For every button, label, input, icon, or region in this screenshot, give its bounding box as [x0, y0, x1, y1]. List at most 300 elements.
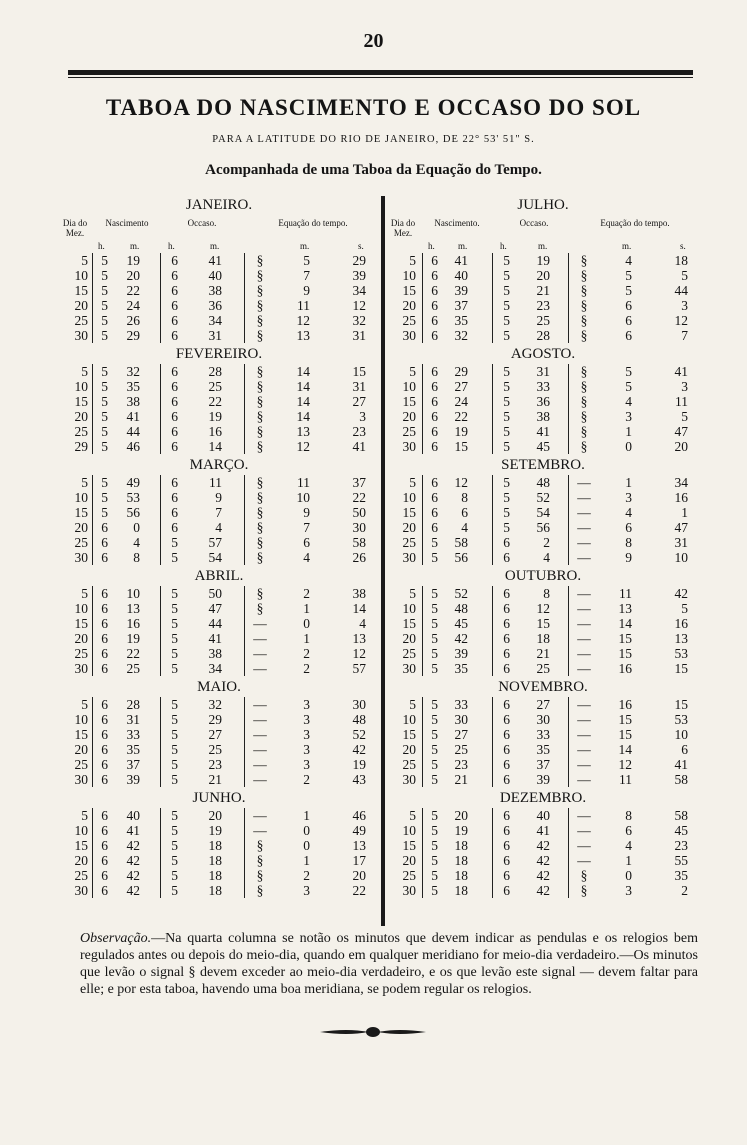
- rise-minute-cell: 46: [126, 439, 140, 454]
- equation-minutes-cell: 1: [625, 475, 632, 490]
- table-row: [388, 439, 698, 454]
- equation-minutes-cell: 1: [625, 424, 632, 439]
- equation-seconds-cell: 45: [674, 823, 688, 838]
- rise-minute-cell: 19: [126, 631, 140, 646]
- set-minute-cell: 27: [536, 697, 550, 712]
- right-table-column: [388, 196, 698, 926]
- equation-seconds-cell: 34: [352, 283, 366, 298]
- subheader-m: m.: [300, 241, 310, 251]
- table-row: [60, 712, 378, 727]
- equation-minutes-cell: 2: [303, 772, 310, 787]
- table-row: [60, 757, 378, 772]
- column-rule: [568, 586, 569, 676]
- rise-hour-cell: 6: [101, 661, 108, 676]
- equation-minutes-cell: 5: [625, 379, 632, 394]
- column-rule: [160, 475, 161, 565]
- rise-minute-cell: 56: [126, 505, 140, 520]
- equation-seconds-cell: 49: [352, 823, 366, 838]
- table-row: [388, 283, 698, 298]
- set-hour-cell: 6: [171, 490, 178, 505]
- set-minute-cell: 20: [536, 268, 550, 283]
- rise-hour-cell: 5: [101, 409, 108, 424]
- column-rule: [492, 808, 493, 898]
- table-row: [60, 631, 378, 646]
- equation-sign-cell: —: [253, 823, 267, 838]
- rise-hour-cell: 5: [101, 328, 108, 343]
- equation-seconds-cell: 19: [352, 757, 366, 772]
- observation-note: [80, 930, 698, 998]
- equation-minutes-cell: 4: [303, 550, 310, 565]
- equation-seconds-cell: 31: [352, 379, 366, 394]
- set-minute-cell: 41: [208, 253, 222, 268]
- table-row: [60, 475, 378, 490]
- rise-minute-cell: 28: [126, 697, 140, 712]
- day-cell: 15: [402, 505, 416, 520]
- equation-seconds-cell: 30: [352, 520, 366, 535]
- set-hour-cell: 6: [503, 838, 510, 853]
- rise-hour-cell: 6: [431, 409, 438, 424]
- day-cell: 30: [402, 439, 416, 454]
- equation-seconds-cell: 13: [674, 631, 688, 646]
- rise-minute-cell: 32: [126, 364, 140, 379]
- equation-seconds-cell: 52: [352, 727, 366, 742]
- rise-minute-cell: 21: [454, 772, 468, 787]
- column-rule: [244, 364, 245, 454]
- rise-hour-cell: 6: [101, 808, 108, 823]
- table-row: [388, 409, 698, 424]
- rise-hour-cell: 5: [101, 253, 108, 268]
- equation-minutes-cell: 14: [296, 379, 310, 394]
- equation-sign-cell: —: [253, 808, 267, 823]
- equation-sign-cell: —: [253, 727, 267, 742]
- rise-hour-cell: 5: [101, 424, 108, 439]
- equation-seconds-cell: 42: [352, 742, 366, 757]
- set-hour-cell: 5: [503, 475, 510, 490]
- table-row: [60, 505, 378, 520]
- rise-minute-cell: 35: [126, 742, 140, 757]
- equation-seconds-cell: 34: [674, 475, 688, 490]
- equation-sign-cell: §: [580, 313, 588, 328]
- set-minute-cell: 42: [536, 853, 550, 868]
- rise-minute-cell: 48: [454, 601, 468, 616]
- equation-seconds-cell: 41: [352, 439, 366, 454]
- equation-seconds-cell: 31: [352, 328, 366, 343]
- set-minute-cell: 23: [208, 757, 222, 772]
- equation-minutes-cell: 1: [303, 631, 310, 646]
- rise-minute-cell: 32: [454, 328, 468, 343]
- column-rule: [244, 475, 245, 565]
- equation-minutes-cell: 12: [296, 439, 310, 454]
- table-row: [60, 661, 378, 676]
- set-minute-cell: 36: [208, 298, 222, 313]
- equation-seconds-cell: 26: [352, 550, 366, 565]
- table-row: [60, 439, 378, 454]
- equation-seconds-cell: 10: [674, 727, 688, 742]
- subheader-s: s.: [680, 241, 686, 251]
- rise-hour-cell: 6: [431, 505, 438, 520]
- equation-sign-cell: §: [580, 439, 588, 454]
- set-minute-cell: 48: [536, 475, 550, 490]
- rise-hour-cell: 6: [431, 439, 438, 454]
- equation-sign-cell: —: [577, 631, 591, 646]
- equation-seconds-cell: 29: [352, 253, 366, 268]
- set-minute-cell: 7: [215, 505, 222, 520]
- rise-minute-cell: 8: [133, 550, 140, 565]
- rise-hour-cell: 6: [431, 268, 438, 283]
- rise-minute-cell: 26: [126, 313, 140, 328]
- rise-hour-cell: 5: [431, 601, 438, 616]
- set-hour-cell: 6: [171, 328, 178, 343]
- equation-sign-cell: —: [577, 475, 591, 490]
- day-cell: 5: [409, 808, 416, 823]
- table-row: [388, 490, 698, 505]
- subheader-h: h.: [428, 241, 435, 251]
- rise-hour-cell: 6: [101, 838, 108, 853]
- equation-sign-cell: §: [256, 379, 264, 394]
- table-row: [388, 772, 698, 787]
- equation-seconds-cell: 14: [352, 601, 366, 616]
- month-heading: AGOSTO.: [510, 346, 576, 362]
- month-rows: [388, 253, 698, 343]
- subheader-m: m.: [622, 241, 632, 251]
- subheader-s: s.: [358, 241, 364, 251]
- rise-hour-cell: 6: [101, 616, 108, 631]
- day-cell: 20: [402, 742, 416, 757]
- table-row: [388, 586, 698, 601]
- set-minute-cell: 57: [208, 535, 222, 550]
- set-minute-cell: 28: [536, 328, 550, 343]
- table-row: [60, 601, 378, 616]
- equation-sign-cell: —: [577, 505, 591, 520]
- month-heading: NOVEMBRO.: [498, 679, 588, 695]
- equation-seconds-cell: 18: [674, 253, 688, 268]
- rise-hour-cell: 5: [431, 808, 438, 823]
- column-rule: [160, 586, 161, 676]
- set-minute-cell: 52: [536, 490, 550, 505]
- set-hour-cell: 6: [171, 394, 178, 409]
- day-cell: 5: [409, 364, 416, 379]
- day-cell: 25: [74, 646, 88, 661]
- equation-sign-cell: §: [256, 424, 264, 439]
- equation-seconds-cell: 1: [681, 505, 688, 520]
- set-hour-cell: 6: [503, 757, 510, 772]
- column-rule: [422, 697, 423, 787]
- table-row: [60, 379, 378, 394]
- header-occaso: Occaso.: [187, 218, 217, 228]
- rise-hour-cell: 5: [431, 586, 438, 601]
- equation-seconds-cell: 2: [681, 883, 688, 898]
- day-cell: 15: [74, 283, 88, 298]
- rise-hour-cell: 5: [431, 742, 438, 757]
- column-rule: [492, 475, 493, 565]
- set-hour-cell: 5: [503, 520, 510, 535]
- day-cell: 5: [409, 586, 416, 601]
- rise-hour-cell: 5: [101, 439, 108, 454]
- set-minute-cell: 25: [536, 313, 550, 328]
- set-minute-cell: 32: [208, 697, 222, 712]
- day-cell: 5: [81, 586, 88, 601]
- rise-hour-cell: 5: [101, 490, 108, 505]
- rise-minute-cell: 15: [454, 439, 468, 454]
- left-table-column: [60, 196, 378, 926]
- rise-minute-cell: 30: [454, 712, 468, 727]
- rise-hour-cell: 5: [101, 268, 108, 283]
- equation-sign-cell: —: [577, 853, 591, 868]
- column-header-row: [388, 215, 698, 253]
- rise-hour-cell: 5: [101, 379, 108, 394]
- set-hour-cell: 5: [171, 616, 178, 631]
- equation-minutes-cell: 6: [303, 535, 310, 550]
- set-minute-cell: 18: [208, 853, 222, 868]
- equation-seconds-cell: 55: [674, 853, 688, 868]
- subheader-h: h.: [98, 241, 105, 251]
- rise-hour-cell: 6: [431, 520, 438, 535]
- set-hour-cell: 6: [503, 712, 510, 727]
- rise-hour-cell: 6: [101, 883, 108, 898]
- set-hour-cell: 6: [503, 550, 510, 565]
- rise-hour-cell: 6: [101, 712, 108, 727]
- rise-minute-cell: 25: [454, 742, 468, 757]
- rise-hour-cell: 6: [101, 586, 108, 601]
- table-row: [60, 772, 378, 787]
- set-hour-cell: 5: [171, 772, 178, 787]
- table-row: [388, 550, 698, 565]
- rise-minute-cell: 58: [454, 535, 468, 550]
- month-rows: [60, 697, 378, 787]
- subheader-m: m.: [210, 241, 220, 251]
- rise-minute-cell: 16: [126, 616, 140, 631]
- table-row: [388, 727, 698, 742]
- table-row: [60, 697, 378, 712]
- latitude-subtitle: PARA A LATITUDE DO RIO DE JANEIRO, DE 22° 53' 51" S.: [212, 134, 535, 145]
- rise-minute-cell: 42: [454, 631, 468, 646]
- equation-sign-cell: —: [577, 697, 591, 712]
- column-rule: [492, 364, 493, 454]
- day-cell: 30: [402, 550, 416, 565]
- rise-hour-cell: 5: [431, 772, 438, 787]
- month-rows: [388, 697, 698, 787]
- equation-sign-cell: —: [253, 616, 267, 631]
- rise-hour-cell: 6: [101, 550, 108, 565]
- rise-minute-cell: 22: [454, 409, 468, 424]
- set-hour-cell: 5: [171, 631, 178, 646]
- set-hour-cell: 5: [503, 313, 510, 328]
- set-hour-cell: 5: [171, 757, 178, 772]
- equation-sign-cell: §: [256, 475, 264, 490]
- set-minute-cell: 44: [208, 616, 222, 631]
- rise-hour-cell: 5: [431, 838, 438, 853]
- set-hour-cell: 6: [503, 535, 510, 550]
- equation-minutes-cell: 0: [303, 616, 310, 631]
- column-rule: [244, 253, 245, 343]
- equation-sign-cell: §: [256, 490, 264, 505]
- set-minute-cell: 38: [208, 646, 222, 661]
- month-heading: ABRIL.: [194, 568, 244, 584]
- header-nascimento: Nascimento: [105, 218, 149, 228]
- equation-minutes-cell: 8: [625, 535, 632, 550]
- column-rule: [422, 586, 423, 676]
- rise-hour-cell: 6: [101, 757, 108, 772]
- rise-hour-cell: 6: [101, 631, 108, 646]
- equation-minutes-cell: 11: [619, 586, 632, 601]
- rise-minute-cell: 6: [461, 505, 468, 520]
- rise-hour-cell: 6: [431, 379, 438, 394]
- column-rule: [244, 586, 245, 676]
- equation-minutes-cell: 14: [296, 364, 310, 379]
- header-equacao: Equação do tempo.: [600, 218, 670, 228]
- column-rule: [92, 586, 93, 676]
- day-cell: 10: [74, 712, 88, 727]
- equation-minutes-cell: 3: [303, 742, 310, 757]
- rise-hour-cell: 6: [101, 823, 108, 838]
- table-row: [60, 853, 378, 868]
- equation-minutes-cell: 15: [618, 631, 632, 646]
- equation-minutes-cell: 3: [303, 883, 310, 898]
- rise-hour-cell: 6: [101, 772, 108, 787]
- table-row: [388, 424, 698, 439]
- set-minute-cell: 41: [208, 631, 222, 646]
- month-heading: FEVEREIRO.: [175, 346, 263, 362]
- set-minute-cell: 31: [208, 328, 222, 343]
- set-hour-cell: 5: [503, 439, 510, 454]
- set-hour-cell: 6: [503, 631, 510, 646]
- rise-minute-cell: 33: [126, 727, 140, 742]
- set-minute-cell: 45: [536, 439, 550, 454]
- rise-hour-cell: 5: [101, 283, 108, 298]
- day-cell: 15: [74, 616, 88, 631]
- rise-minute-cell: 18: [454, 868, 468, 883]
- day-cell: 10: [402, 823, 416, 838]
- equation-minutes-cell: 4: [625, 394, 632, 409]
- set-minute-cell: 31: [536, 364, 550, 379]
- day-cell: 5: [81, 697, 88, 712]
- set-minute-cell: 25: [536, 661, 550, 676]
- day-cell: 5: [81, 808, 88, 823]
- column-rule: [160, 253, 161, 343]
- rise-minute-cell: 29: [126, 328, 140, 343]
- rise-hour-cell: 5: [431, 616, 438, 631]
- day-cell: 10: [74, 490, 88, 505]
- equation-sign-cell: —: [577, 661, 591, 676]
- equation-minutes-cell: 3: [625, 409, 632, 424]
- equation-seconds-cell: 15: [674, 697, 688, 712]
- set-hour-cell: 5: [171, 883, 178, 898]
- day-cell: 20: [74, 742, 88, 757]
- set-hour-cell: 5: [171, 838, 178, 853]
- rise-minute-cell: 33: [454, 697, 468, 712]
- set-minute-cell: 11: [209, 475, 222, 490]
- equation-sign-cell: §: [256, 283, 264, 298]
- table-row: [60, 520, 378, 535]
- column-rule: [160, 697, 161, 787]
- rise-minute-cell: 41: [454, 253, 468, 268]
- column-rule: [422, 808, 423, 898]
- set-hour-cell: 5: [503, 394, 510, 409]
- set-minute-cell: 40: [208, 268, 222, 283]
- set-hour-cell: 6: [171, 475, 178, 490]
- equation-sign-cell: §: [580, 328, 588, 343]
- subheader-m: m.: [538, 241, 548, 251]
- equation-seconds-cell: 22: [352, 490, 366, 505]
- equation-seconds-cell: 57: [352, 661, 366, 676]
- month-rows: [388, 475, 698, 565]
- set-minute-cell: 34: [208, 313, 222, 328]
- equation-seconds-cell: 13: [352, 838, 366, 853]
- equation-minutes-cell: 10: [296, 490, 310, 505]
- rise-minute-cell: 4: [133, 535, 140, 550]
- set-minute-cell: 38: [536, 409, 550, 424]
- set-minute-cell: 22: [208, 394, 222, 409]
- equation-seconds-cell: 53: [674, 712, 688, 727]
- equation-sign-cell: —: [577, 586, 591, 601]
- set-hour-cell: 5: [503, 298, 510, 313]
- equation-sign-cell: —: [253, 712, 267, 727]
- rise-minute-cell: 39: [454, 283, 468, 298]
- rise-hour-cell: 5: [431, 823, 438, 838]
- equation-minutes-cell: 8: [625, 808, 632, 823]
- set-minute-cell: 16: [208, 424, 222, 439]
- set-hour-cell: 6: [503, 727, 510, 742]
- equation-minutes-cell: 1: [625, 853, 632, 868]
- rise-hour-cell: 5: [101, 475, 108, 490]
- set-minute-cell: 25: [208, 379, 222, 394]
- day-cell: 15: [74, 394, 88, 409]
- equation-seconds-cell: 11: [675, 394, 688, 409]
- month-rows: [60, 808, 378, 898]
- equation-minutes-cell: 6: [625, 823, 632, 838]
- equation-minutes-cell: 14: [296, 409, 310, 424]
- set-minute-cell: 15: [536, 616, 550, 631]
- day-cell: 10: [74, 601, 88, 616]
- equation-seconds-cell: 3: [681, 379, 688, 394]
- table-row: [388, 379, 698, 394]
- set-minute-cell: 35: [536, 742, 550, 757]
- equation-seconds-cell: 17: [352, 853, 366, 868]
- day-cell: 15: [74, 505, 88, 520]
- day-cell: 15: [74, 727, 88, 742]
- set-hour-cell: 5: [171, 550, 178, 565]
- equation-sign-cell: —: [253, 757, 267, 772]
- equation-minutes-cell: 4: [625, 505, 632, 520]
- rise-minute-cell: 19: [126, 253, 140, 268]
- table-row: [60, 394, 378, 409]
- rise-hour-cell: 6: [101, 853, 108, 868]
- day-cell: 29: [74, 439, 88, 454]
- set-minute-cell: 42: [536, 868, 550, 883]
- equation-sign-cell: §: [256, 883, 264, 898]
- rise-hour-cell: 6: [431, 490, 438, 505]
- set-hour-cell: 6: [171, 298, 178, 313]
- set-hour-cell: 5: [503, 379, 510, 394]
- equation-seconds-cell: 35: [674, 868, 688, 883]
- equation-sign-cell: §: [256, 268, 264, 283]
- set-hour-cell: 5: [171, 646, 178, 661]
- rise-minute-cell: 56: [454, 550, 468, 565]
- rise-minute-cell: 41: [126, 823, 140, 838]
- equation-minutes-cell: 11: [297, 475, 310, 490]
- month-heading: SETEMBRO.: [501, 457, 585, 473]
- set-hour-cell: 6: [503, 853, 510, 868]
- column-rule: [568, 253, 569, 343]
- set-hour-cell: 6: [503, 883, 510, 898]
- equation-minutes-cell: 0: [303, 838, 310, 853]
- day-cell: 20: [402, 409, 416, 424]
- equation-sign-cell: —: [577, 772, 591, 787]
- day-cell: 25: [74, 868, 88, 883]
- day-cell: 30: [74, 772, 88, 787]
- day-cell: 5: [81, 364, 88, 379]
- equation-seconds-cell: 44: [674, 283, 688, 298]
